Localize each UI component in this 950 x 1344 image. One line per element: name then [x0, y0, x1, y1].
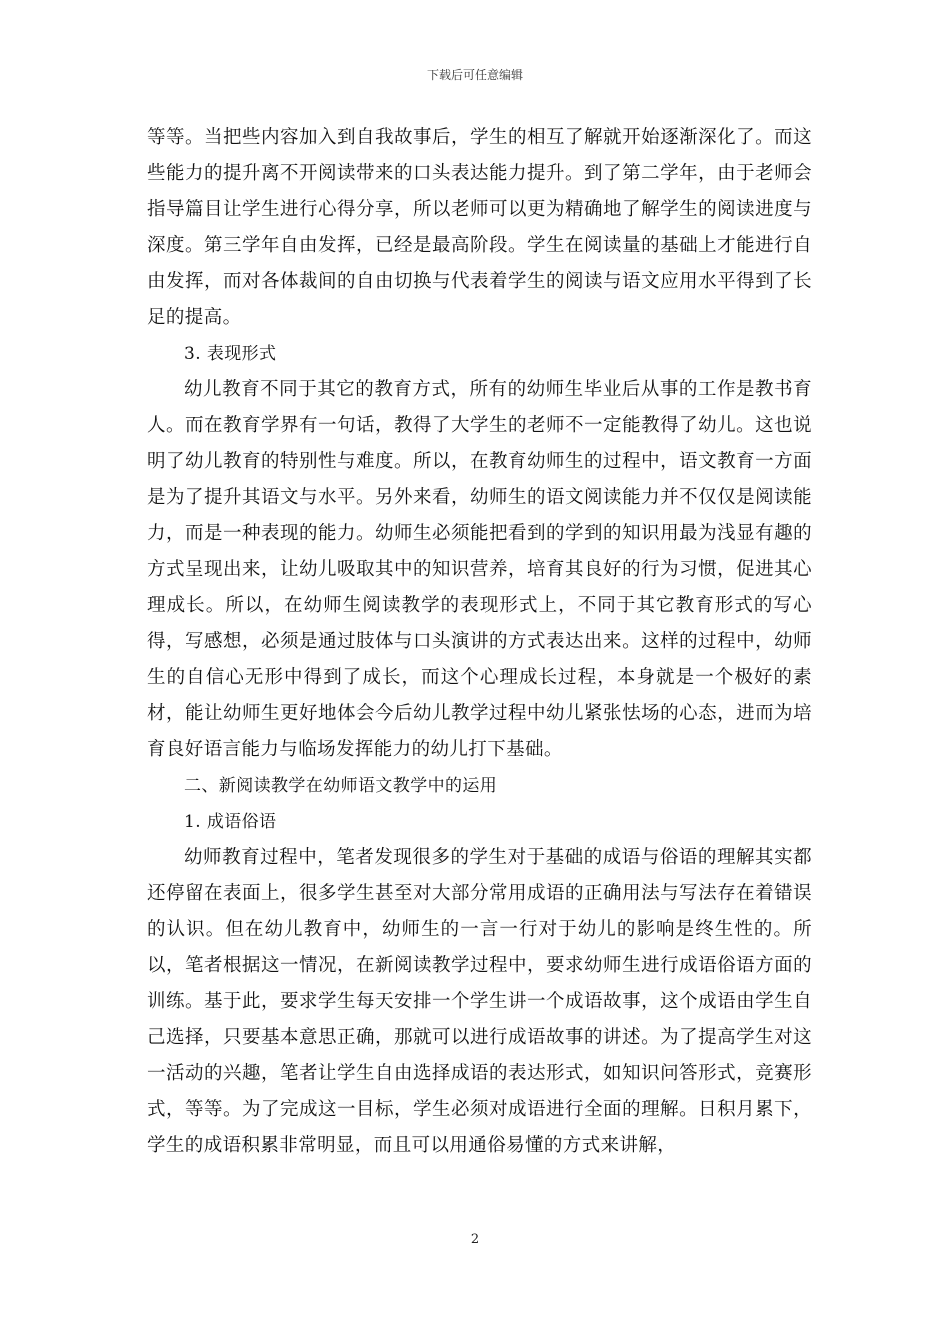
paragraph-idioms: 幼师教育过程中，笔者发现很多的学生对于基础的成语与俗语的理解其实都还停留在表面上，很多学生甚至对大部分常用成语的正确用法与写法存在着错误的认识。但在幼儿教育中，幼师生的一言一行对于幼儿的影响是终生性的。所以，笔者根据这一情况，在新阅读教学过程中，要求幼师生进行成语俗语方面的训练。基于此，要求学生每天安排一个学生讲一个成语故事，这个成语由学生自己选择，只要基本意思正确，那就可以进行成语故事的讲述。为了提高学生对这一活动的兴趣，笔者让学生自由选择成语的表达形式，如知识问答形式，竞赛形式，等等。为了完成这一目标，学生必须对成语进行全面的理解。日积月累下，学生的成语积累非常明显，而且可以用通俗易懂的方式来讲解， — [147, 847, 812, 1156]
page-header: 下载后可任意编辑 — [426, 68, 523, 82]
page-number: 2 — [470, 1232, 480, 1247]
section-heading-application: 二、新阅读教学在幼师语文教学中的运用 — [184, 776, 498, 796]
subheading-expression-form: 3. 表现形式 — [184, 344, 277, 364]
subheading-idioms: 1. 成语俗语 — [184, 812, 277, 832]
paragraph-continued: 等等。当把些内容加入到自我故事后，学生的相互了解就开始逐渐深化了。而这些能力的提升离不开阅读带来的口头表达能力提升。到了第二学年，由于老师会指导篇目让学生进行心得分享，所以老师可以更为精确地了解学生的阅读进度与深度。第三学年自由发挥，已经是最高阶段。学生在阅读量的基础上才能进行自由发挥，而对各体裁间的自由切换与代表着学生的阅读与语文应用水平得到了长足的提高。 — [147, 127, 812, 328]
paragraph-expression-form: 幼儿教育不同于其它的教育方式，所有的幼师生毕业后从事的工作是教书育人。而在教育学界有一句话，教得了大学生的老师不一定能教得了幼儿。这也说明了幼儿教育的特别性与难度。所以，在教育幼师生的过程中，语文教育一方面是为了提升其语文与水平。另外来看，幼师生的语文阅读能力并不仅仅是阅读能力，而是一种表现的能力。幼师生必须能把看到的学到的知识用最为浅显有趣的方式呈现出来，让幼儿吸取其中的知识营养，培育其良好的行为习惯，促进其心理成长。所以，在幼师生阅读教学的表现形式上，不同于其它教育形式的写心得，写感想，必须是通过肢体与口头演讲的方式表达出来。这样的过程中，幼师生的自信心无形中得到了成长，而这个心理成长过程，本身就是一个极好的素材，能让幼师生更好地体会今后幼儿教学过程中幼儿紧张怯场的心态，进而为培育良好语言能力与临场发挥能力的幼儿打下基础。 — [147, 379, 812, 760]
document-body — [147, 120, 812, 1164]
